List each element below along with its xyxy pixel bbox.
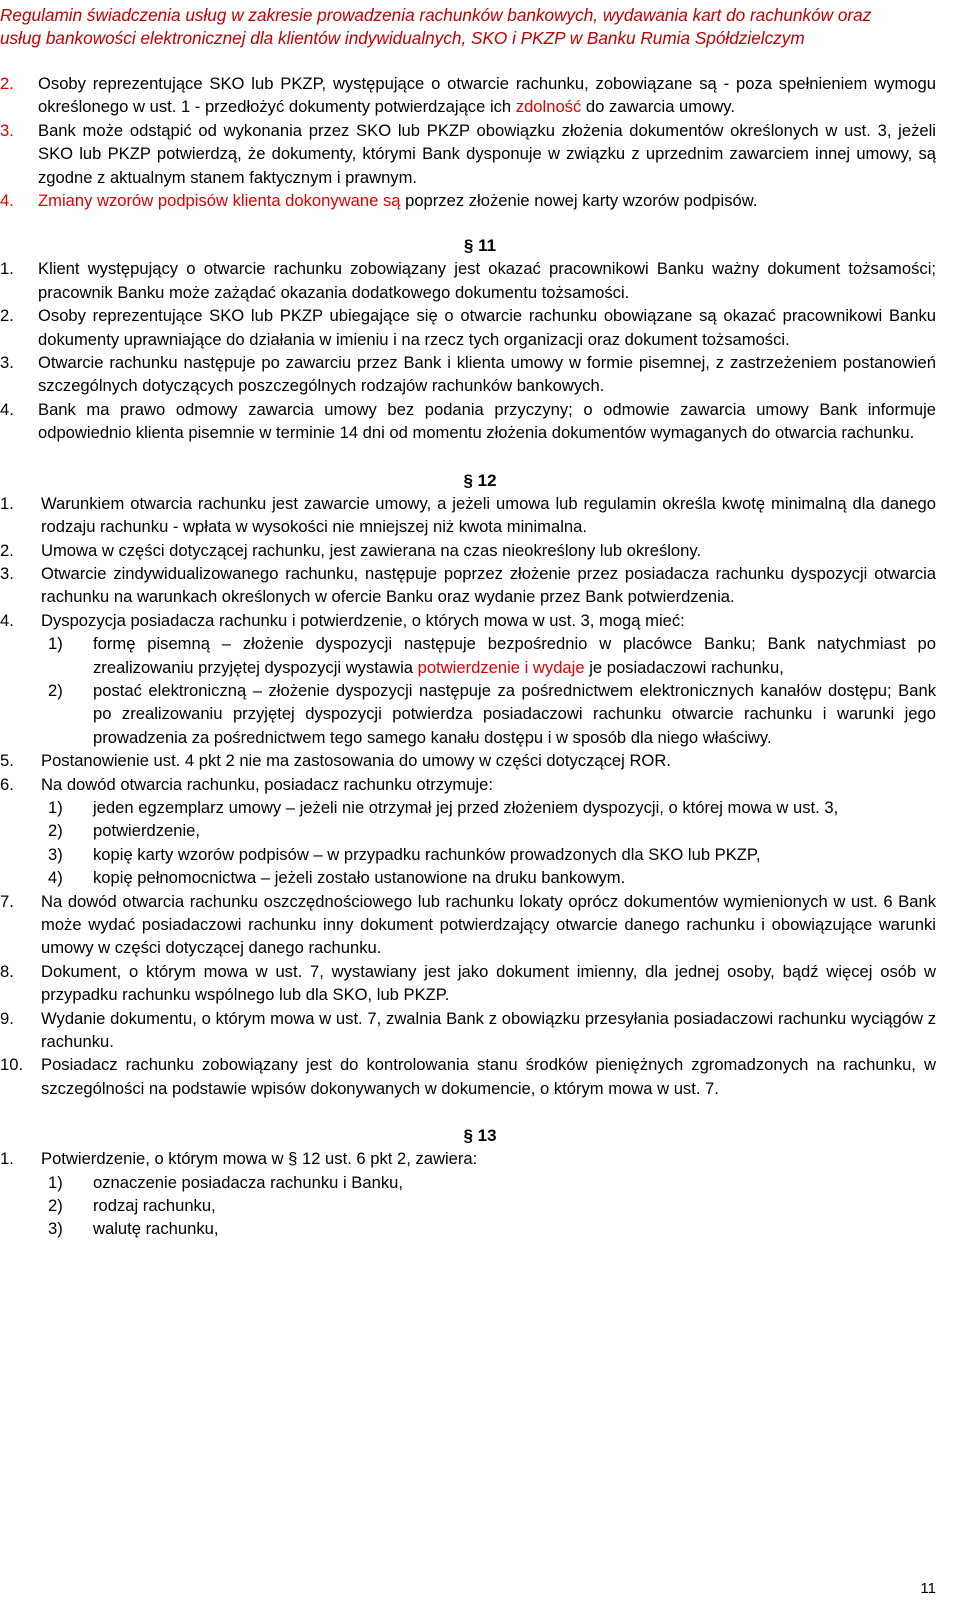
item-text: Wydanie dokumentu, o którym mowa w ust. 7, zwalnia Bank z obowiązku przesyłania posiadaczowi rachunku wyciągów z rachunku. — [41, 1008, 936, 1052]
subitem-number: 1) — [48, 797, 63, 817]
subitem-text: formę pisemną – złożenie dyspozycji następuje bezpośrednio w placówce Banku; Bank natychmiast po zrealizowaniu przyjętej dyspozycji wystawia — [93, 634, 936, 677]
paragraph-12-4 — [0, 609, 960, 632]
subitem-12-4-1 — [0, 632, 960, 679]
subitem-number: 2) — [48, 1196, 63, 1216]
item-text: Otwarcie rachunku następuje po zawarciu przez Bank i klienta umowy w formie pisemnej, z zastrzeżeniem postanowień szczególnych dotyczących poszczególnych rodzajów rachunków bankowych. — [38, 353, 936, 396]
paragraph-10-3 — [0, 119, 960, 189]
item-text: Postanowienie ust. 4 pkt 2 nie ma zastosowania do umowy w części dotyczącej ROR. — [41, 751, 671, 771]
subitem-text: postać elektroniczną – złożenie dyspozycji następuje za pośrednictwem elektronicznych kanałów dostępu; Bank po zrealizowaniu przyjętej dyspozycji potwierdza posiadaczowi rachunku otwarcie rachunku i warunki jego prowadzenia za pośrednictwem tego samego kanału dostępu i w sposób dla niego właściwy. — [93, 680, 936, 747]
item-number: 4. — [0, 399, 14, 419]
item-number: 3. — [0, 120, 14, 140]
paragraph-11-2 — [0, 304, 960, 351]
subitem-13-1-1 — [0, 1171, 960, 1194]
item-number: 8. — [0, 961, 14, 981]
paragraph-12-10 — [0, 1053, 960, 1100]
running-header — [0, 4, 956, 50]
paragraph-11-1 — [0, 257, 960, 304]
paragraph-12-1 — [0, 492, 960, 539]
subitem-number: 2) — [48, 821, 63, 841]
page-number: 11 — [920, 1580, 936, 1597]
subitem-text: potwierdzenie, — [93, 821, 201, 841]
subitem-12-6-3 — [0, 843, 960, 866]
item-text: Umowa w części dotyczącej rachunku, jest zawierana na czas nieokreślony lub określony. — [41, 540, 702, 560]
subitem-text: jeden egzemplarz umowy – jeżeli nie otrzymał jej przed złożeniem dyspozycji, o której mowa w ust. 3, — [93, 797, 839, 817]
item-text: Na dowód otwarcia rachunku, posiadacz rachunku otrzymuje: — [41, 774, 493, 794]
subitem-13-1-3 — [0, 1217, 960, 1240]
item-number: 2. — [0, 306, 14, 326]
subitem-text: walutę rachunku, — [93, 1219, 219, 1239]
highlighted-text: zdolność — [515, 97, 582, 117]
header-line-2: usług bankowości elektronicznej dla klientów indywidualnych, SKO i PKZP w Banku Rumia Spółdzielczym — [0, 28, 805, 48]
highlighted-text: potwierdzenie i wydaje — [417, 657, 585, 677]
item-text: Bank może odstąpić od wykonania przez SKO lub PKZP obowiązku złożenia dokumentów określonych w ust. 3, jeżeli SKO lub PKZP potwierdzą, że dokumenty, którymi Bank dysponuje w związku z uprzednim zawarciem innej umowy, są zgodne z aktualnym stanem faktycznym i prawnym. — [38, 120, 936, 187]
subitem-number: 1) — [48, 634, 63, 654]
item-text-tail: poprzez złożenie nowej karty wzorów podpisów. — [400, 191, 758, 211]
paragraph-12-3 — [0, 562, 960, 609]
paragraph-13-1 — [0, 1147, 960, 1170]
item-number: 4. — [0, 191, 14, 211]
item-text: Na dowód otwarcia rachunku oszczędnościowego lub rachunku lokaty oprócz dokumentów wymienionych w ust. 6 Bank może wydać posiadaczowi rachunku inny dokument potwierdzający otwarcie danego rachunku i obowiązujące warunki umowy w części dotyczącej danego rachunku. — [41, 891, 936, 958]
paragraph-12-2 — [0, 539, 960, 562]
paragraph-11-3 — [0, 351, 960, 398]
section-title-12: § 12 — [463, 470, 497, 490]
subitem-text: rodzaj rachunku, — [93, 1196, 216, 1216]
item-text: Klient występujący o otwarcie rachunku zobowiązany jest okazać pracownikowi Banku ważny dokument tożsamości; pracownik Banku może zażądać okazania dodatkowego dokumentu tożsamości. — [38, 259, 936, 302]
paragraph-12-6 — [0, 773, 960, 796]
paragraph-12-7 — [0, 890, 960, 960]
paragraph-12-5 — [0, 749, 960, 772]
item-number: 6. — [0, 774, 14, 794]
header-line-1: Regulamin świadczenia usług w zakresie prowadzenia rachunków bankowych, wydawania kart do rachunków oraz — [0, 5, 872, 25]
item-number: 9. — [0, 1008, 14, 1028]
item-number: 2. — [0, 540, 14, 560]
subitem-number: 1) — [48, 1172, 63, 1192]
subitem-number: 3) — [48, 1219, 63, 1239]
item-text-tail: do zawarcia umowy. — [581, 97, 735, 117]
item-number: 2. — [0, 74, 14, 93]
subitem-12-6-1 — [0, 796, 960, 819]
paragraph-12-8 — [0, 960, 960, 1007]
section-title-13: § 13 — [463, 1126, 497, 1146]
paragraph-12-9 — [0, 1007, 960, 1054]
item-text: Potwierdzenie, o którym mowa w § 12 ust. 6 pkt 2, zawiera: — [41, 1149, 478, 1169]
item-text: Otwarcie zindywidualizowanego rachunku, następuje poprzez złożenie przez posiadacza rachunku dyspozycji otwarcia rachunku na warunkach określonych w ofercie Banku oraz wydanie przez Bank potwierdzenia. — [41, 563, 936, 607]
item-number: 1. — [0, 1149, 14, 1169]
subitem-number: 2) — [48, 680, 63, 700]
subitem-number: 3) — [48, 844, 63, 864]
subitem-text: kopię pełnomocnictwa – jeżeli zostało ustanowione na druku bankowym. — [93, 868, 626, 888]
subitem-number: 4) — [48, 868, 63, 888]
subitem-text-tail: je posiadaczowi rachunku, — [584, 657, 784, 677]
item-number: 4. — [0, 610, 14, 630]
highlighted-text: Zmiany wzorów podpisów klienta dokonywane są — [38, 191, 401, 211]
document-body — [0, 72, 960, 1241]
subitem-12-6-2 — [0, 819, 960, 842]
item-number: 1. — [0, 259, 14, 279]
item-number: 1. — [0, 493, 14, 513]
item-number: 5. — [0, 751, 14, 771]
item-text: Posiadacz rachunku zobowiązany jest do kontrolowania stanu środków pieniężnych zgromadzonych na rachunku, w szczególności na podstawie wpisów dokonywanych w dokumencie, o którym mowa w ust. 7. — [41, 1055, 936, 1098]
item-text: Osoby reprezentujące SKO lub PKZP, występujące o otwarcie rachunku, zobowiązane są - poza spełnieniem wymogu określonego w ust. 1 - przedłożyć dokumenty potwierdzające ich — [38, 74, 936, 117]
item-text: Dyspozycja posiadacza rachunku i potwierdzenie, o których mowa w ust. 3, mogą mieć: — [41, 610, 685, 630]
item-number: 3. — [0, 563, 14, 583]
subitem-text: kopię karty wzorów podpisów – w przypadku rachunków prowadzonych dla SKO lub PKZP, — [93, 844, 761, 864]
subitem-13-1-2 — [0, 1194, 960, 1217]
subitem-text: oznaczenie posiadacza rachunku i Banku, — [93, 1172, 403, 1192]
item-number: 7. — [0, 891, 14, 911]
item-number: 10. — [0, 1055, 24, 1075]
item-number: 3. — [0, 353, 14, 373]
paragraph-10-4 — [0, 189, 960, 212]
section-title-11: § 11 — [463, 236, 497, 256]
item-text: Dokument, o którym mowa w ust. 7, wystawiany jest jako dokument imienny, dla jednej osoby, bądź więcej osób w przypadku rachunku wspólnego lub dla SKO, lub PKZP. — [41, 961, 936, 1005]
subitem-12-6-4 — [0, 866, 960, 889]
item-text: Warunkiem otwarcia rachunku jest zawarcie umowy, a jeżeli umowa lub regulamin określa kwotę minimalną dla danego rodzaju rachunku - wpłata w wysokości nie mniejszej niż kwota minimalna. — [41, 493, 936, 537]
subitem-12-4-2 — [0, 679, 960, 749]
paragraph-11-4 — [0, 398, 960, 445]
paragraph-10-2 — [0, 72, 960, 119]
item-text: Bank ma prawo odmowy zawarcia umowy bez podania przyczyny; o odmowie zawarcia umowy Bank informuje odpowiednio klienta pisemnie w terminie 14 dni od momentu złożenia dokumentów wymaganych do otwarcia rachunku. — [38, 399, 936, 443]
item-text: Osoby reprezentujące SKO lub PKZP ubiegające się o otwarcie rachunku obowiązane są okazać pracownikowi Banku dokumenty uprawniające do działania w imieniu i na rzecz tych organizacji oraz dokument tożsamości. — [38, 306, 936, 349]
